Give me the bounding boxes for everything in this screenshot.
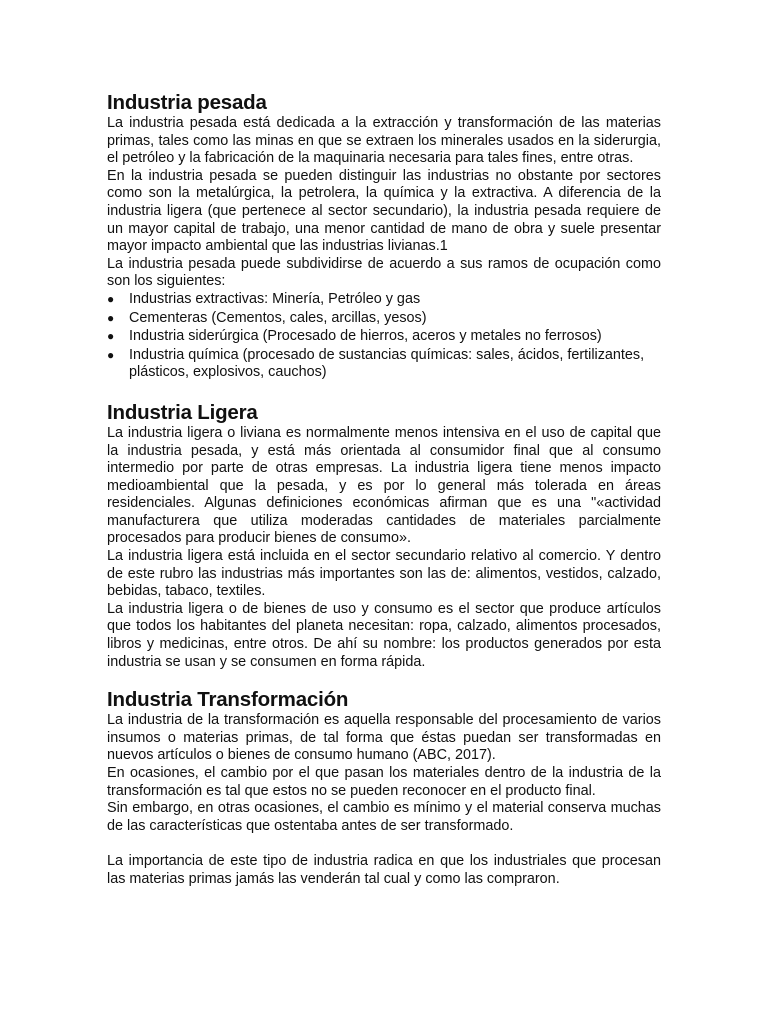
paragraph: La industria ligera está incluida en el sector secundario relativo al comercio. Y dentro de este rubro las industrias más importantes son las de: alimentos, vestidos, calzado, bebidas, tabaco, textiles. xyxy=(107,548,661,600)
section-heading: Industria Transformación xyxy=(107,688,349,712)
bullet-icon: ● xyxy=(107,291,115,306)
paragraph: La industria ligera o liviana es normalmente menos intensiva en el uso de capital que la industria pesada, y está más orientada al consumidor final que al consumo intermedio por parte de otras empresas. La industria ligera tiene menos impacto medioambiental que la pesada, y es por lo general más tolerada en áreas residenciales. Algunas definiciones económicas afirman que es una "«actividad manufacturera que utiliza moderadas cantidades de materiales parcialmente procesados para producir bienes de consumo». xyxy=(107,424,661,547)
section-heading: Industria pesada xyxy=(107,91,267,114)
list-item xyxy=(107,291,661,309)
paragraph: La importancia de este tipo de industria radica en que los industriales que procesan las materias primas jamás las venderán tal cual y como las compraron. xyxy=(107,852,661,887)
bullet-icon: ● xyxy=(107,347,115,362)
paragraph: En la industria pesada se pueden distinguir las industrias no obstante por sectores como son la metalúrgica, la petrolera, la química y la extractiva. A diferencia de la industria ligera (que pertenece al sector secundario), la industria pesada requiere de un mayor capital de trabajo, una menor cantidad de mano de obra y suele presentar mayor impacto ambiental que las industrias livianas.1 xyxy=(107,167,661,255)
document-body xyxy=(107,91,661,888)
paragraph: La industria pesada puede subdividirse de acuerdo a sus ramos de ocupación como son los siguientes: xyxy=(107,255,661,290)
list-item-text: Industria siderúrgica (Procesado de hierros, aceros y metales no ferrosos) xyxy=(129,328,602,345)
section-heading: Industria Ligera xyxy=(107,400,258,424)
list-item-text: Industrias extractivas: Minería, Petróleo y gas xyxy=(129,290,421,307)
section-industria-pesada xyxy=(107,91,661,382)
list-item-text: Industria química (procesado de sustancias químicas: sales, ácidos, fertilizantes, plásticos, explosivos, cauchos) xyxy=(129,346,645,381)
section-industria-transformacion xyxy=(107,688,661,888)
paragraph: La industria ligera o de bienes de uso y consumo es el sector que produce artículos que todos los habitantes del planeta necesitan: ropa, calzado, alimentos procesados, libros y medicinas, entre otros. De ahí su nombre: los productos generados por esta industria se usan y se consumen en forma rápida. xyxy=(107,600,661,670)
section-industria-ligera xyxy=(107,401,661,671)
bullet-icon: ● xyxy=(107,329,115,344)
paragraph: La industria pesada está dedicada a la extracción y transformación de las materias primas, tales como las minas en que se extraen los minerales usados en la siderurgia, el petróleo y la fabricación de la maquinaria necesaria para tales fines, entre otras. xyxy=(107,115,661,167)
list-item xyxy=(107,310,661,328)
list-item-text: Cementeras (Cementos, cales, arcillas, yesos) xyxy=(129,309,427,326)
paragraph: Sin embargo, en otras ocasiones, el cambio es mínimo y el material conserva muchas de las características que ostentaba antes de ser transformado. xyxy=(107,800,661,834)
bullet-list xyxy=(107,291,661,382)
list-item xyxy=(107,328,661,346)
paragraph: En ocasiones, el cambio por el que pasan los materiales dentro de la industria de la transformación es tal que estos no se pueden reconocer en el producto final. xyxy=(107,765,661,799)
list-item xyxy=(107,347,661,382)
bullet-icon: ● xyxy=(107,310,115,325)
blank-line xyxy=(107,835,661,853)
paragraph: La industria de la transformación es aquella responsable del procesamiento de varios insumos o materias primas, de tal forma que éstas puedan ser transformadas en nuevos artículos o bienes de consumo humano (ABC, 2017). xyxy=(107,712,661,764)
